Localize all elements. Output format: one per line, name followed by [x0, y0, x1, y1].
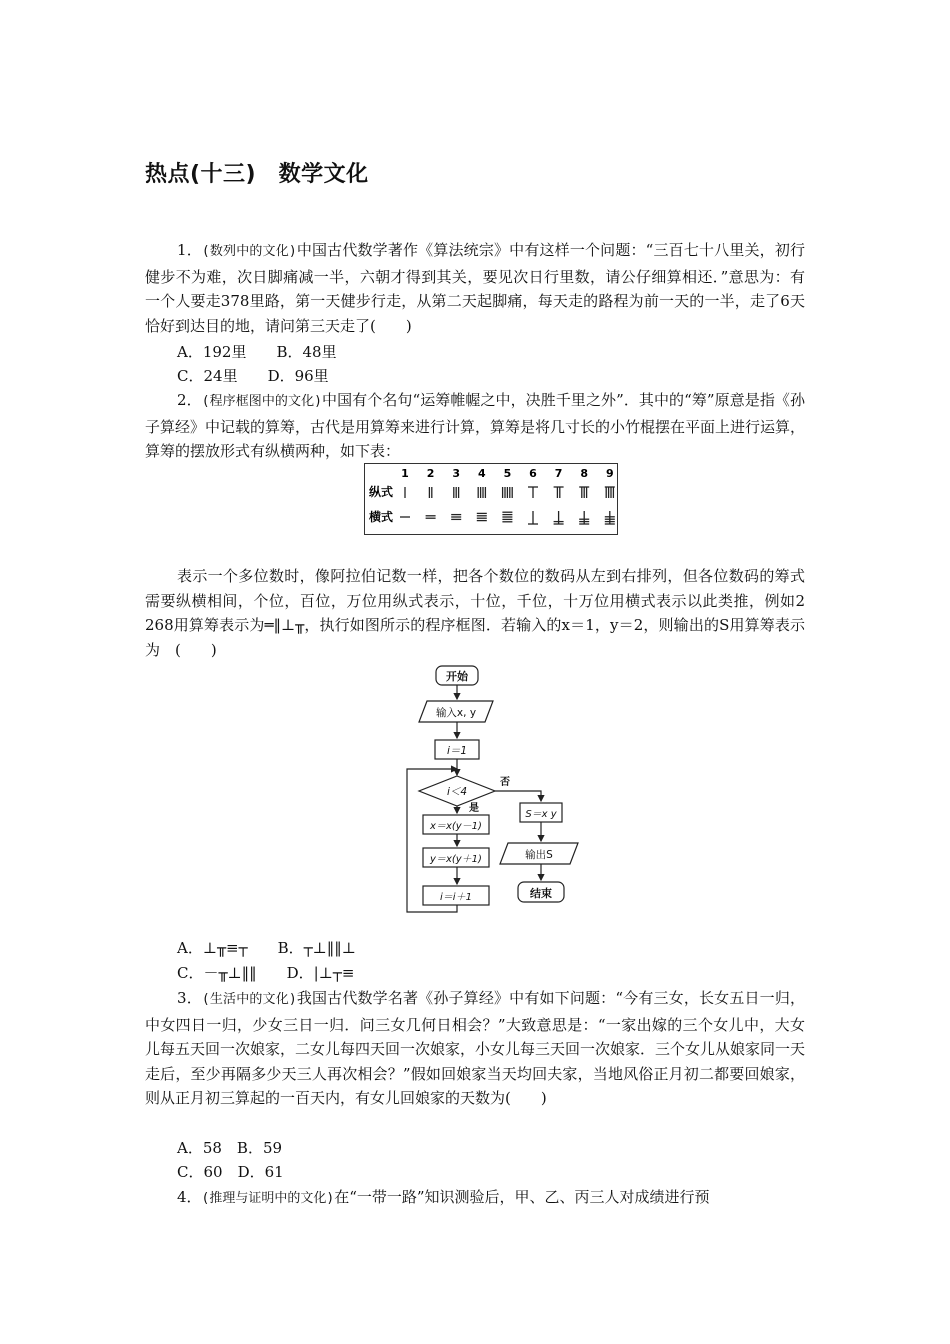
digit-header: 9: [605, 467, 614, 480]
digit-header: 3: [452, 467, 461, 480]
digit-header: 1: [401, 467, 409, 480]
calc-label: S＝x y: [525, 809, 557, 820]
end-label: 结束: [530, 887, 552, 900]
step-1-label: x＝x(y－1): [430, 821, 482, 832]
question-2-continued: 表示一个多位数时，像阿拉伯记数一样，把各个数位的数码从左到右排列，但各位数码的筹式需要纵横相间，个位，百位，万位用纵式表示，十位，千位，十万位用横式表示以此类推，例如2 268用算筹表示为═‖⊥╥，执行如图所示的程序框图．若输入的x＝1，y＝2，则输出的S用算筹表示为 ( ): [145, 567, 805, 659]
question-2: [145, 388, 805, 464]
question-1: [145, 238, 805, 338]
row-label-vertical: 纵式: [369, 485, 394, 499]
options-cd: C．60 D．61: [177, 1163, 284, 1181]
question-number: 2．: [177, 391, 202, 409]
digit-header: 8: [580, 467, 589, 480]
options-cd: C．24里 D．96里: [177, 367, 329, 385]
step-3-label: i＝i＋1: [440, 892, 472, 903]
program-flowchart: [395, 662, 595, 921]
step-2-label: y＝x(y＋1): [430, 854, 482, 865]
input-label: 输入x, y: [435, 707, 477, 719]
question-tag: (生活中的文化): [201, 992, 297, 1007]
question-number: 3．: [177, 989, 202, 1007]
question-tag: (程序框图中的文化): [201, 394, 322, 409]
options-ab: A．192里 B．48里: [177, 343, 337, 361]
counting-rod-table: [364, 463, 618, 535]
question-text: 中国古代数学著作《算法统宗》中有这样一个问题：“三百七十八里关，初行健步不为难，次日脚痛减一半，六朝才得到其关，要见次日行里数，请公仔细算相还．”意思为：有一个人要走378里路，第一天健步行走，从第二天起脚痛，每天走的路程为前一天的一半，走了6天恰好到达目的地，请问第三天走了( ): [145, 241, 805, 335]
digit-header: 5: [503, 467, 512, 480]
question-number: 4．: [177, 1188, 202, 1206]
options-cd: C．－╥⊥‖‖ D．|⊥┬≡: [177, 964, 355, 982]
decision-label: i＜4: [446, 786, 468, 798]
question-3: [145, 986, 805, 1111]
options-ab: A．58 B．59: [177, 1139, 283, 1157]
question-number: 1．: [177, 241, 202, 259]
output-label: 输出S: [525, 849, 553, 861]
question-text: 中国有个名句“运筹帷幄之中，决胜千里之外”．其中的“筹”原意是指《孙子算经》中记载的算筹，古代是用算筹来进行计算，算筹是将几寸长的小竹棍摆在平面上进行运算，算筹的摆放形式有纵横两种，如下表：: [145, 391, 806, 460]
page-title: 热点(十三) 数学文化: [145, 162, 369, 187]
digit-header: 6: [529, 467, 537, 480]
row-label-horizontal: 横式: [369, 510, 394, 524]
question-tag: (推理与证明中的文化): [201, 1191, 335, 1206]
yes-label: 是: [469, 803, 479, 814]
digit-header: 4: [477, 467, 486, 480]
start-label: 开始: [446, 670, 468, 683]
options-ab: A．⊥╥≡┬ B．┬⊥‖‖⊥: [177, 939, 356, 957]
question-tag: (数列中的文化): [201, 244, 297, 259]
digit-header: 2: [426, 467, 435, 480]
digit-header: 7: [554, 467, 563, 480]
init-label: i＝1: [446, 745, 468, 757]
question-text: 在“一带一路”知识测验后，甲、乙、丙三人对成绩进行预: [334, 1188, 710, 1206]
question-text: 我国古代数学名著《孙子算经》中有如下问题：“今有三女，长女五日一归，中女四日一归，少女三日一归．问三女几何日相会？”大致意思是：“一家出嫁的三个女儿中，大女儿每五天回一次娘家，二女儿每四天回一次娘家，小女儿每三天回一次娘家．三个女儿从娘家同一天走后，至少再隔多少天三人再次相会？”假如回娘家当天均回夫家，当地风俗正月初二都要回娘家，则从正月初三算起的一百天内，有女儿回娘家的天数为( ): [145, 989, 806, 1107]
question-4: [145, 1185, 805, 1212]
no-label: 否: [500, 777, 510, 788]
